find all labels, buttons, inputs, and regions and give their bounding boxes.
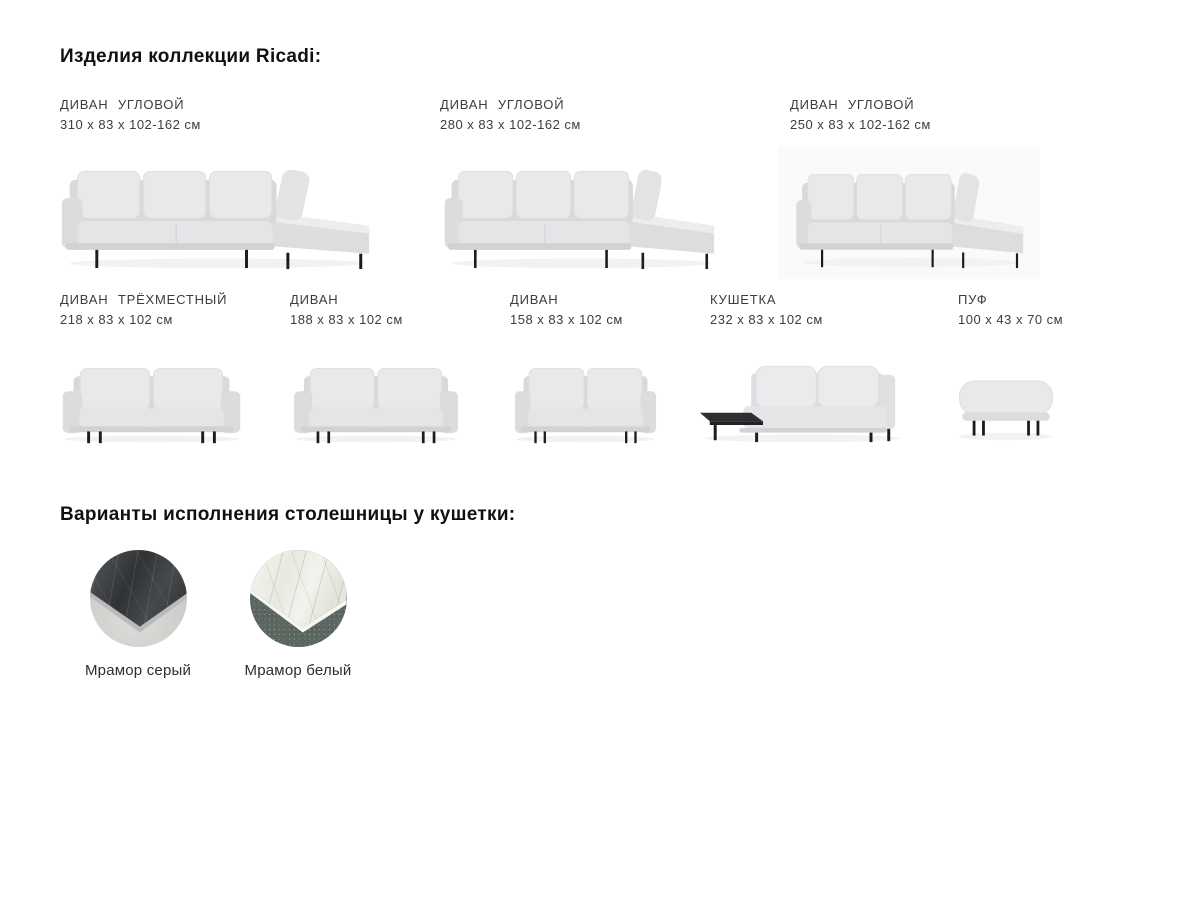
product-dimensions: 232 x 83 x 102 см (710, 312, 823, 327)
product-dimensions: 188 x 83 x 102 см (290, 312, 403, 327)
product-card (60, 95, 377, 270)
product-name: ДИВАН ТРЁХМЕСТНЫЙ (60, 292, 228, 307)
product-name: ДИВАН (510, 292, 559, 307)
corner-sofa-image (778, 147, 1040, 279)
section-title-tabletops: Варианты исполнения столешницы у кушетки: (60, 504, 516, 525)
sofa-image (508, 356, 663, 444)
product-name: ДИВАН (290, 292, 339, 307)
product-name: ПУФ (958, 292, 988, 307)
marble-veins (90, 550, 187, 647)
pouf-image (952, 368, 1060, 442)
product-dimensions: 250 x 83 x 102-162 см (790, 117, 931, 132)
sofa-image (54, 356, 249, 444)
marble-veins (250, 550, 347, 647)
product-dimensions: 158 x 83 x 102 см (510, 312, 623, 327)
corner-sofa-image (436, 155, 721, 270)
product-card (790, 95, 1040, 279)
product-name: ДИВАН УГЛОВОЙ (790, 97, 915, 112)
product-dimensions: 280 x 83 x 102-162 см (440, 117, 581, 132)
product-card (60, 290, 249, 444)
product-card (510, 290, 663, 444)
section-title-products: Изделия коллекции Ricadi: (60, 46, 322, 67)
product-card (958, 290, 1063, 442)
product-card (290, 290, 466, 444)
swatch-label: Мрамор серый (84, 662, 192, 679)
product-dimensions: 310 x 83 x 102-162 см (60, 117, 201, 132)
product-card (440, 95, 721, 270)
swatch-white-marble (228, 550, 368, 679)
product-name: ДИВАН УГЛОВОЙ (440, 97, 565, 112)
product-name: ДИВАН УГЛОВОЙ (60, 97, 185, 112)
sofa-image (286, 356, 466, 444)
gray-marble-swatch-image (90, 550, 187, 647)
product-card (710, 290, 906, 444)
swatch-label: Мрамор белый (244, 662, 352, 679)
swatch-gray-marble (68, 550, 208, 679)
daybed-image (694, 354, 906, 444)
white-marble-swatch-image (250, 550, 347, 647)
product-name: КУШЕТКА (710, 292, 777, 307)
product-dimensions: 100 x 43 x 70 см (958, 312, 1064, 327)
corner-sofa-image (52, 155, 377, 270)
product-dimensions: 218 x 83 x 102 см (60, 312, 173, 327)
